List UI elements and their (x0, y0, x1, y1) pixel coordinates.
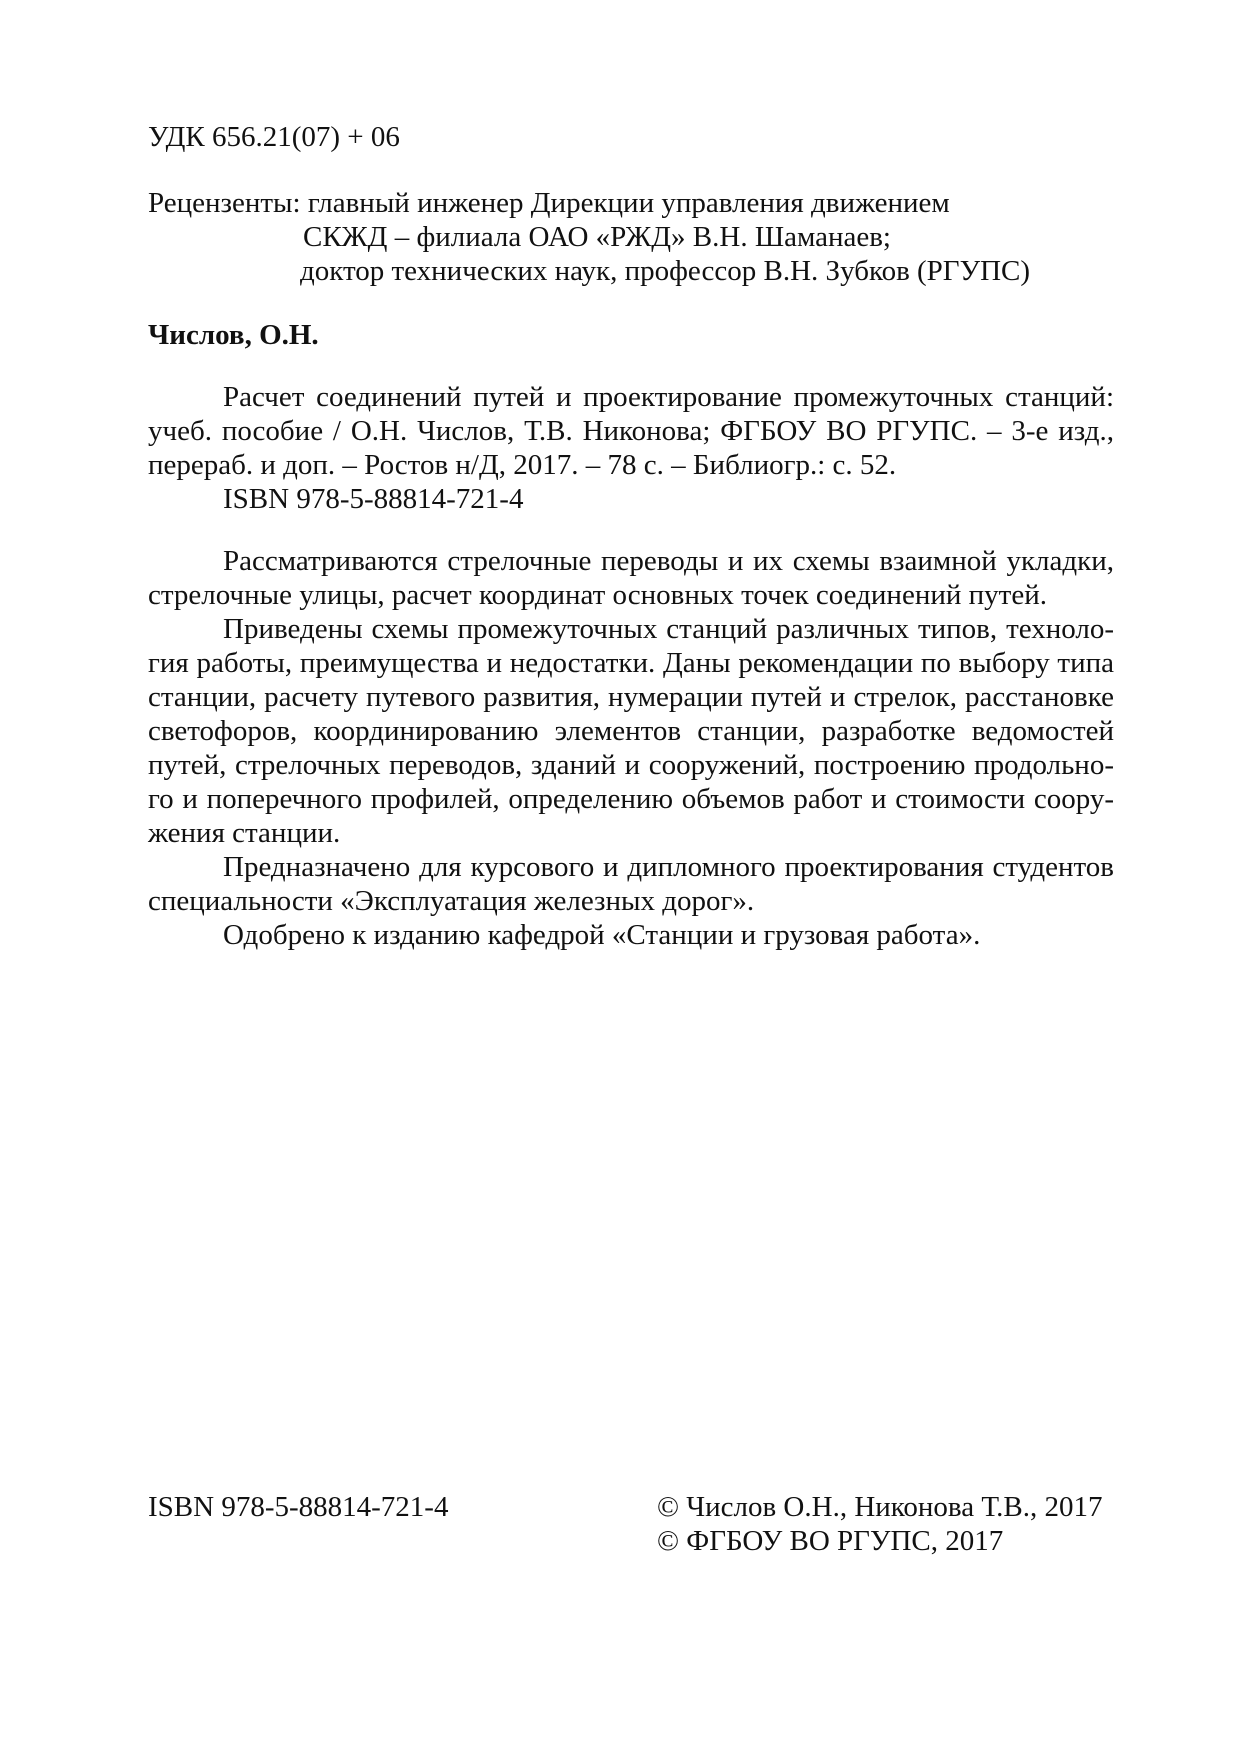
bibliographic-record (148, 380, 1114, 516)
abstract-line: специальности «Эксплуатация железных дорог». (148, 885, 755, 917)
abstract-line: Рассматриваются стрелочные переводы и их схемы взаимной укладки, (223, 545, 1114, 577)
bibliography-line: Расчет соединений путей и проектирование промежуточных станций: (223, 381, 1114, 413)
udk-code: УДК 656.21(07) + 06 (148, 121, 400, 153)
abstract-line: гия работы, преимущества и недостатки. Даны рекомендации по выбору типа (148, 647, 1114, 679)
reviewers-line-3: доктор технических наук, профессор В.Н. Зубков (РГУПС) (300, 255, 1031, 287)
abstract-line: стрелочные улицы, расчет координат основных точек соединений путей. (148, 579, 1047, 611)
abstract-line: Приведены схемы промежуточных станций различных типов, технолo- (223, 613, 1114, 645)
abstract-line: Одобрено к изданию кафедрой «Станции и грузовая работа». (223, 919, 981, 951)
author-heading: Числов, О.Н. (148, 319, 319, 351)
reviewers-line-2: СКЖД – филиала ОАО «РЖД» В.Н. Шаманаев; (303, 221, 891, 253)
footer-copyright-authors: © Числов О.Н., Никонова Т.В., 2017 (657, 1491, 1103, 1523)
footer-copyright-publisher: © ФГБОУ ВО РГУПС, 2017 (657, 1525, 1004, 1557)
abstract-line: путей, стрелочных переводов, зданий и сооружений, построению продольно- (148, 749, 1114, 781)
reviewers-line-1: Рецензенты: главный инженер Дирекции управления движением (148, 187, 950, 219)
bibliography-line: перераб. и доп. – Ростов н/Д, 2017. – 78 с. – Библиогр.: с. 52. (148, 449, 897, 481)
abstract-line: Предназначено для курсового и дипломного проектирования студентов (223, 851, 1114, 883)
abstract-line: станции, расчету путевого развития, нумерации путей и стрелок, расстановке (148, 681, 1114, 713)
bibliography-line: учеб. пособие / О.Н. Числов, Т.В. Никонова; ФГБОУ ВО РГУПС. – 3-е изд., (148, 415, 1114, 447)
abstract (148, 544, 1114, 952)
abstract-line: светофоров, координированию элементов станции, разработке ведомостей (148, 715, 1114, 747)
abstract-line: жения станции. (148, 817, 341, 849)
abstract-line: го и поперечного профилей, определению объемов работ и стоимости соору- (148, 783, 1114, 815)
bibliography-isbn: ISBN 978-5-88814-721-4 (223, 483, 524, 515)
footer-isbn: ISBN 978-5-88814-721-4 (148, 1491, 449, 1523)
